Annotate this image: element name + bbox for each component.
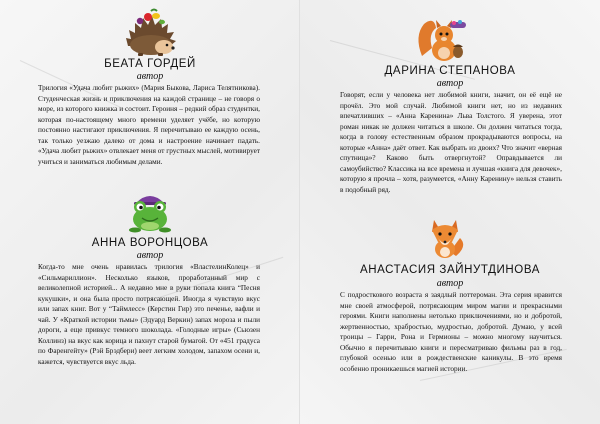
- squirrel-illustration: [414, 16, 474, 64]
- hedgehog-illustration: [124, 8, 180, 58]
- author-text: Когда-то мне очень нравилась трилогия «ВластелинКолец» и «Сильмариллион». Несколько языков, проработанный мир с великолепной историей... А недавно мне в руки попала книга “Песня кукушки», и она была просто потрясающей. Иногда я чувствую вкус или запах книг. Вот у “Таймлесс» (Керстин Гир) это печенье, вафли и чай. У «Краткой истории тьмы» (Эдуард Веркин) запах мороза и пыли дороги, а еще привкус темного шоколада. «Голодные игры» (Сьюзен Коллинз) на вкус как корица и пахнут старой бумагой. От «451 градуса по Фаренгейту» (Рэй Брэдбери) веет легким холодом, запахом осени и, кажется, чувствуется вкус льда.: [38, 263, 260, 366]
- author-role: автор: [436, 278, 464, 289]
- author-text: С подросткового возраста я заядлый поттероман. Эта серия нравится мне своей атмосферой, потрясающим миром магии и прекрасными героями. Книги наполнены нетолько приключениями, но и добротой, жертвенностью, храбростью, мудростью, добротой. Думаю, у всей троицы – Гарри, Рона и Гермионы – можно многому научиться. Обычно я перечитываю книги и пересматриваю фильмы раз в год, глубокой осенью или в рождественские каникулы. В это время особенно проникаешься магией истории.: [340, 291, 562, 373]
- author-role: автор: [436, 78, 464, 89]
- author-name: ДАРИНА СТЕПАНОВА: [384, 65, 516, 77]
- author-text: Трилогия «Удача любит рыжих» (Мария Быкова, Лариса Телятникова). Студенческая жизнь и приключения на каждой странице – не говоря о море, из которого книжка и состоит. Героиня – редкий образ студентки, которая по-настоящему много времени уделяет учёбе, но которую постоянно настигают приключения. Я перечитываю ее каждую осень, так только уезжаю далеко от дома и настроение начинает падать. «Удача любит рыжих» отвлекает меня от грустных мыслей, мотивирует учиться и заниматься любимым делами.: [38, 84, 260, 166]
- author-role: автор: [136, 250, 164, 261]
- author-name: БЕАТА ГОРДЕЙ: [104, 58, 196, 70]
- fox-illustration: [426, 216, 466, 260]
- author-name: АННА ВОРОНЦОВА: [91, 237, 209, 249]
- author-text: Говорят, если у человека нет любимой книги, значит, он её ещё не прочёл. Это мой случай. Любимой книги нет, но из недавних впечатливших – «Анна Каренина» Льва Толстого. Я уверена, этот роман никак не должен читаться в школе. Он должен читаться тогда, когда в голову естественным образом прокрадываются вопросы, на которые «Анна» даёт ответ. Как выбрать из двоих? Что значит «верная спутница»? Каково быть отвергнутой? Оправдывается ли самоубийство? Классика на все времена и лучшая «книга для девочек», которую я прочла – хотя, разумеется, «Анну Каренину» нельзя ставить в подобный ряд.: [340, 91, 562, 194]
- right-page: [300, 0, 600, 424]
- author-name: АНАСТАСИЯ ЗАЙНУТДИНОВА: [359, 264, 541, 276]
- author-role: автор: [136, 71, 164, 82]
- frog-illustration: [126, 189, 174, 233]
